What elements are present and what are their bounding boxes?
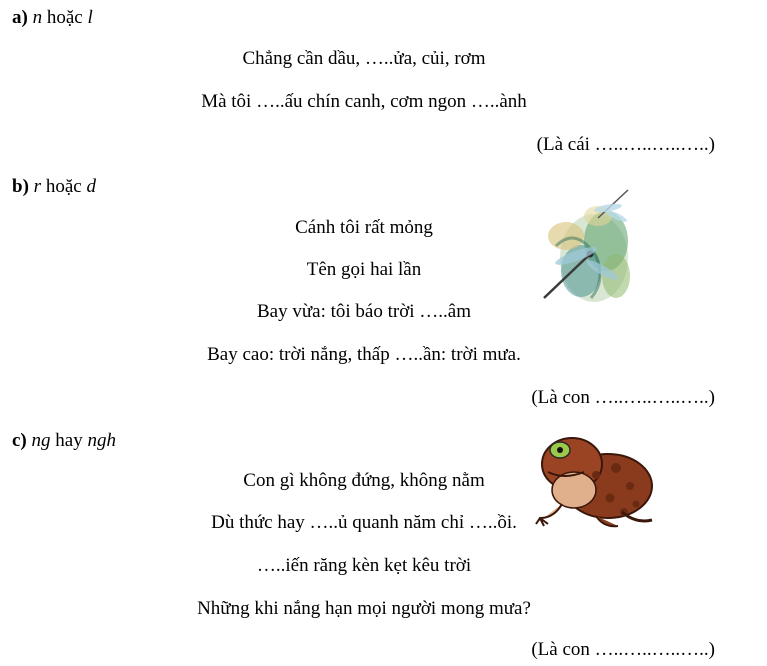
section-a-heading [12, 6, 93, 30]
section-c-connector: hay [50, 430, 88, 451]
section-c-option-2: ngh [87, 430, 116, 451]
section-c-line-4: Những khi nắng hạn mọi người mong mưa? [197, 598, 531, 619]
section-b-line-4: Bay cao: trời nắng, thấp …..ần: trời mưa. [207, 344, 521, 365]
section-c-line-2: Dù thức hay …..ủ quanh năm chỉ …..ồi. [211, 512, 517, 533]
section-c-line-3: …..iến răng kèn kẹt kêu trời [256, 555, 472, 576]
section-b-line-1: Cánh tôi rất mỏng [295, 217, 433, 238]
section-a-letter: a) [12, 7, 28, 28]
section-a-connector: hoặc [42, 7, 88, 28]
section-b-answer: (Là con …..…..…..…..) [531, 387, 715, 408]
section-b-line-2: Tên gọi hai lần [306, 259, 422, 280]
section-c-heading [12, 429, 116, 453]
section-c-option-1: ng [31, 430, 51, 451]
section-b-line-3: Bay vừa: tôi báo trời …..âm [256, 301, 471, 322]
section-b-option-1: r [33, 176, 42, 197]
section-b-letter: b) [12, 176, 29, 197]
section-c-line-1: Con gì không đứng, không nằm [243, 470, 485, 491]
section-a-line-1: Chẳng cần dầu, …..ửa, củi, rơm [242, 48, 486, 69]
section-a-option-1: n [32, 7, 43, 28]
section-a-answer: (Là cái …..…..…..…..) [536, 134, 715, 155]
dragonfly-illustration [536, 186, 634, 306]
section-c-letter: c) [12, 430, 27, 451]
section-b-option-2: d [86, 176, 96, 197]
section-a-line-2: Mà tôi …..ấu chín canh, cơm ngon …..ành [201, 91, 527, 112]
toad-illustration [526, 420, 656, 532]
section-c-answer: (Là con …..…..…..…..) [531, 639, 715, 660]
section-b-heading [12, 175, 96, 199]
section-a-option-2: l [87, 7, 93, 28]
section-b-connector: hoặc [41, 176, 87, 197]
